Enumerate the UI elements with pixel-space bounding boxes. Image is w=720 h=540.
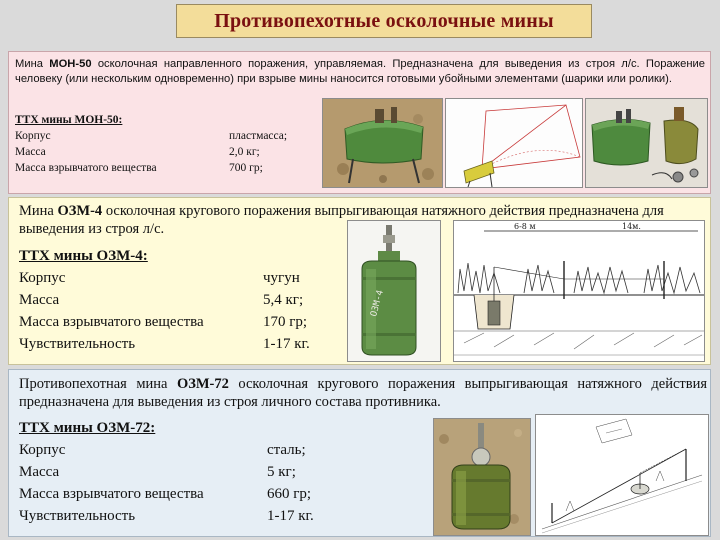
mon50-description: [15, 57, 705, 86]
spec-label: Масса: [19, 464, 60, 480]
spec-label: Масса взрывчатого вещества: [15, 162, 157, 174]
ozm72-mine-photo: [433, 418, 531, 536]
ozm4-desc-rest: осколочная кругового поражения выпрыгивающая натяжного действия предназначена для выведения из строя л/с.: [19, 203, 664, 237]
spec-label: Масса: [15, 146, 46, 158]
spec-row: [19, 267, 339, 289]
spec-row: [19, 461, 339, 483]
spec-row: [15, 144, 315, 160]
spec-label: Чувствительность: [19, 508, 136, 524]
ozm4-mine-photo: [347, 220, 441, 362]
mon50-panel: [8, 51, 711, 194]
ozm72-specs-title: ТТХ мины ОЗМ-72:: [19, 420, 156, 436]
spec-value: 1-17 кг.: [263, 336, 310, 352]
spec-row: [15, 160, 315, 176]
spec-value: 5,4 кг;: [263, 292, 304, 308]
spec-value: 170 гр;: [263, 314, 308, 330]
spec-row: [19, 333, 339, 355]
ozm4-marking: ОЗМ-4: [369, 289, 386, 318]
spec-row: [19, 289, 339, 311]
spec-value: пластмасса;: [229, 130, 288, 142]
ozm72-diagram-drawing: [536, 415, 708, 535]
spec-label: Чувствительность: [19, 336, 136, 352]
ozm4-installation-diagram: [453, 220, 705, 362]
ozm4-diagram-drawing: [454, 221, 704, 361]
spec-row: [19, 311, 339, 333]
mon50-name: МОН-50: [49, 58, 92, 70]
ozm4-specs-title: ТТХ мины ОЗМ-4:: [19, 248, 148, 264]
mon50-desc-prefix: Мина: [15, 58, 43, 70]
ozm4-diagram-left-label: 6-8 м: [514, 222, 536, 231]
mon50-specs: [15, 112, 315, 176]
ozm4-mine-image: [348, 221, 440, 361]
spec-row: [19, 505, 339, 527]
ozm72-mine-image: [434, 419, 530, 535]
ozm72-description: [19, 375, 707, 411]
mon50-mine-image: [323, 99, 442, 187]
page-title: Противопехотные осколочные мины: [214, 9, 554, 32]
spec-label: Корпус: [19, 442, 66, 458]
spec-label: Масса: [19, 292, 60, 308]
spec-label: Корпус: [15, 130, 51, 142]
mon50-sector-drawing: [446, 99, 582, 187]
mon50-field-photo: [322, 98, 443, 188]
spec-value: 5 кг;: [267, 464, 296, 480]
spec-value: 1-17 кг.: [267, 508, 314, 524]
ozm72-desc-rest: осколочная кругового поражения выпрыгивающая натяжного действия предназначена для выведения из строя личного состава противника.: [19, 376, 708, 410]
ozm72-name: ОЗМ-72: [176, 376, 229, 392]
ozm4-diagram-right-label: 14м.: [622, 222, 641, 231]
mon50-parts-image: [586, 99, 707, 187]
ozm4-desc-prefix: Мина: [19, 203, 54, 219]
spec-row: [19, 483, 339, 505]
ozm72-installation-diagram: [535, 414, 709, 536]
ozm4-panel: [8, 197, 711, 365]
spec-label: Масса взрывчатого вещества: [19, 314, 204, 330]
ozm72-desc-prefix: Противопехотная мина: [19, 376, 168, 392]
spec-value: 2,0 кг;: [229, 146, 260, 158]
ozm4-name: ОЗМ-4: [57, 203, 103, 219]
spec-value: 660 гр;: [267, 486, 312, 502]
spec-row: [15, 128, 315, 144]
spec-row: [19, 439, 339, 461]
spec-value: сталь;: [267, 442, 306, 458]
mon50-desc-rest: осколочная направленного поражения, управляемая. Предназначена для выведения из строя л/с. Поражение человеку (или нескольким одновременно) при взрыве мины наносится готовыми убойными элементами (шарики или ролики).: [15, 58, 705, 85]
title-box: [176, 4, 592, 38]
spec-value: 700 гр;: [229, 162, 263, 174]
spec-value: чугун: [263, 270, 300, 286]
mon50-specs-title: ТТХ мины МОН-50:: [15, 114, 123, 126]
spec-label: Корпус: [19, 270, 66, 286]
spec-label: Масса взрывчатого вещества: [19, 486, 204, 502]
ozm72-specs: [19, 417, 339, 527]
mon50-sector-diagram: [445, 98, 583, 188]
ozm4-specs: [19, 245, 339, 355]
ozm72-panel: [8, 369, 711, 537]
mon50-parts-photo: [585, 98, 708, 188]
